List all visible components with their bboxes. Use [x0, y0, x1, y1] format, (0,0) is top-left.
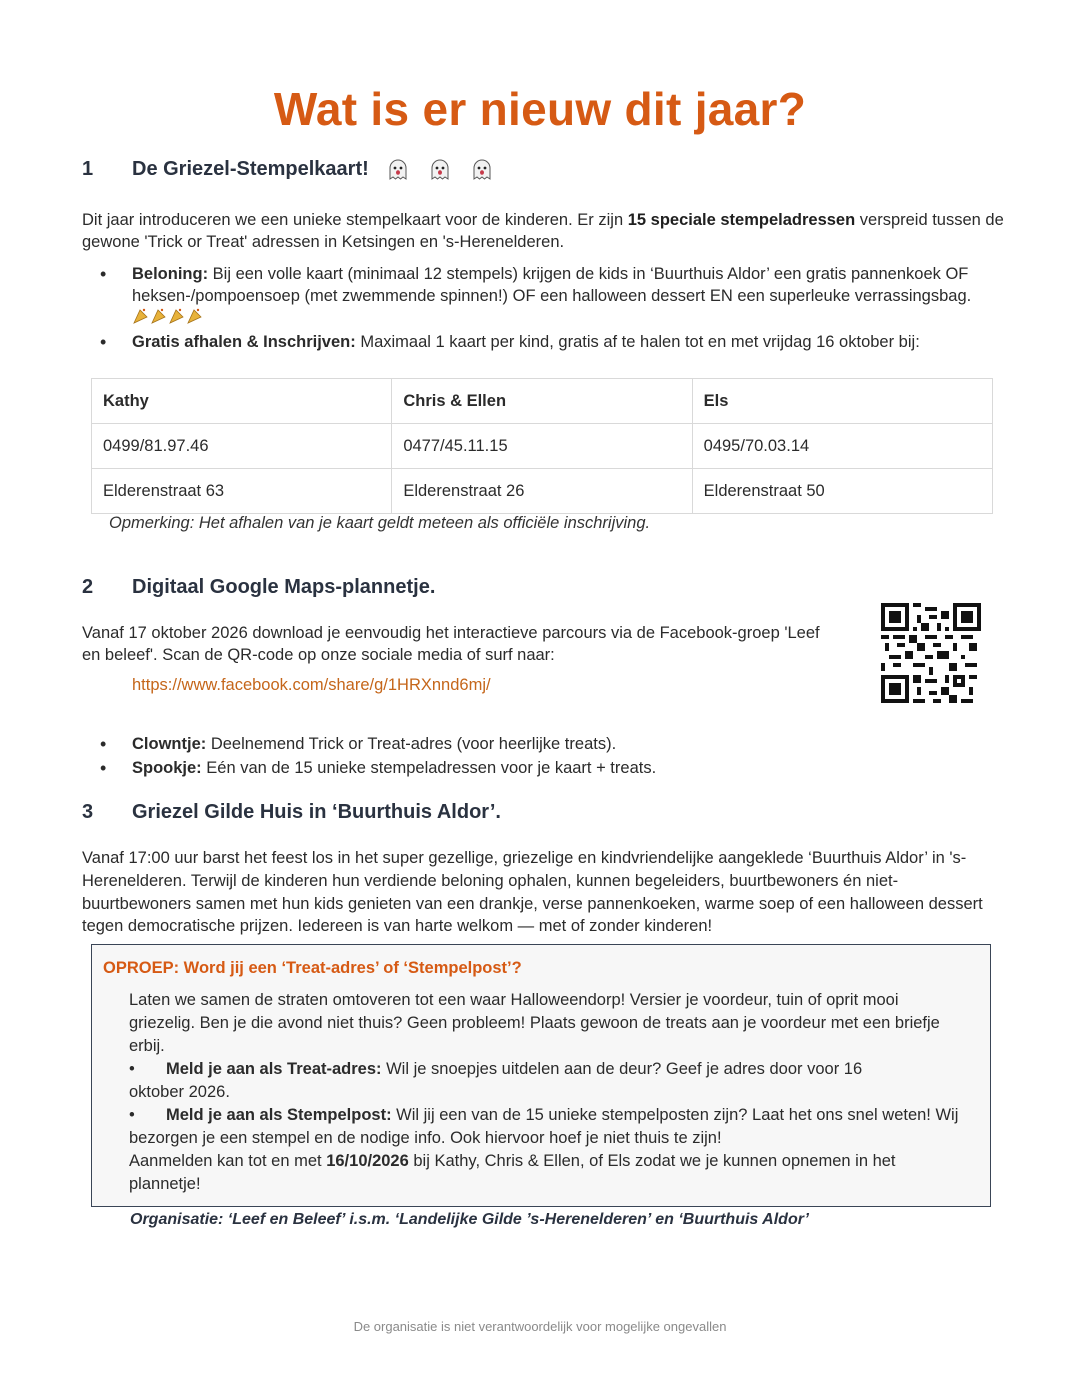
- section-title: Griezel Gilde Huis in ‘Buurthuis Aldor’.: [132, 801, 501, 823]
- bullet-label: Beloning:: [132, 265, 209, 283]
- bullet-text: Bij een volle kaart (minimaal 12 stempels) krijgen de kids in ‘Buurthuis Aldor’ een gratis pannenkoek OF heksen-/pompoensoep (met zwemmende spinnen!) OF een halloween dessert EN een superleuke verrassingsbag.: [132, 265, 972, 305]
- intro-highlight: 15 speciale stempeladressen: [627, 211, 856, 229]
- page-title: Wat is er nieuw dit jaar?: [273, 83, 807, 135]
- bullet-text: Eén van de 15 unieke stempeladressen voor je kaart + treats.: [201, 759, 657, 777]
- ghost-icon: [385, 159, 411, 181]
- facebook-link[interactable]: https://www.facebook.com/share/g/1HRXnnd6mj/: [132, 676, 491, 694]
- callout-body: [129, 989, 969, 1196]
- contact-address: Elderenstraat 50: [692, 469, 992, 514]
- list-item: [100, 733, 1005, 755]
- closing-text-end: bij Kathy, Chris & Ellen, of Els zodat we je kunnen opnemen in het plannetje!: [129, 1152, 896, 1193]
- bullet-label: Clowntje:: [132, 735, 207, 753]
- section-1-heading: [82, 158, 495, 181]
- table-row: [92, 379, 993, 424]
- bullet-label: Meld je aan als Stempelpost:: [166, 1106, 392, 1124]
- table-note: Opmerking: Het afhalen van je kaart geldt meteen als officiële inschrijving.: [109, 514, 651, 532]
- callout-intro: Laten we samen de straten omtoveren tot een waar Halloweendorp! Versier je voordeur, tuin of oprit mooi griezelig. Ben je die avond niet thuis? Geen probleem! Plaats gewoon de treats aan je voordeur met een briefje erbij.: [129, 991, 940, 1055]
- section-title: Digitaal Google Maps-plannetje.: [132, 576, 436, 598]
- disclaimer-footer: De organisatie is niet verantwoordelijk voor mogelijke ongevallen: [353, 1319, 727, 1334]
- table-row: [92, 469, 993, 514]
- bullet-text: Deelnemend Trick or Treat-adres (voor heerlijke treats).: [206, 735, 617, 753]
- call-to-action-box: [91, 944, 991, 1207]
- section-2-text: Vanaf 17 oktober 2026 download je eenvoudig het interactieve parcours via de Facebook-groep 'Leef en beleef'. Scan de QR-code op onze sociale media of surf naar:: [82, 624, 820, 664]
- section-3-text: Vanaf 17:00 uur barst het feest los in het super gezellige, griezelige en kindvriendelijke aangeklede ‘Buurthuis Aldor’ in 's-Herenelderen. Terwijl de kinderen hun verdiende beloning ophalen, kunnen begeleiders, buurtbewoners én niet-buurtbewoners samen met hun kids genieten van een drankje, verse pannenkoeken, warme soep of een halloween dessert tegen democratische prijzen. Iedereen is van harte welkom — met of zonder kinderen!: [82, 849, 983, 936]
- contact-address: Elderenstraat 63: [92, 469, 392, 514]
- contact-phone: 0495/70.03.14: [692, 424, 992, 469]
- bullet-text: Wil jij een van de 15 unieke stempelposten zijn? Laat het ons snel weten! Wij bezorgen je een stempel en de nodige info. Ook hiervoor hoef je niet thuis te zijn!: [129, 1106, 959, 1147]
- party-popper-icon: [132, 307, 204, 325]
- deadline-date: 16/10/2026: [326, 1152, 409, 1170]
- section-1-bullets: [100, 263, 1005, 355]
- contact-address: Elderenstraat 26: [392, 469, 692, 514]
- bullet-label: Gratis afhalen & Inschrijven:: [132, 333, 356, 351]
- intro-text: Dit jaar introduceren we een unieke stempelkaart voor de kinderen. Er zijn: [82, 211, 628, 229]
- table-row: [92, 424, 993, 469]
- list-item: • Meld je aan als Treat-adres: Wil je snoepjes uitdelen aan de deur? Geef je adres door voor 16 oktober 2026.: [129, 1060, 863, 1101]
- contact-phone: 0499/81.97.46: [92, 424, 392, 469]
- section-number: 3: [82, 801, 94, 823]
- contact-name: Kathy: [92, 379, 392, 424]
- contact-name: Els: [692, 379, 992, 424]
- list-item: [100, 757, 1005, 779]
- section-3-heading: [82, 801, 501, 824]
- section-2-bullets: [100, 733, 1005, 781]
- section-number: 2: [82, 576, 94, 598]
- section-1-intro: [82, 209, 1007, 253]
- closing-text: Aanmelden kan tot en met: [129, 1152, 327, 1170]
- callout-title: OPROEP: Word jij een ‘Treat-adres’ of ‘Stempelpost’?: [103, 959, 522, 977]
- bullet-text: Maximaal 1 kaart per kind, gratis af te halen tot en met vrijdag 16 oktober bij:: [355, 333, 920, 351]
- contact-name: Chris & Ellen: [392, 379, 692, 424]
- list-item: • Meld je aan als Stempelpost: Wil jij een van de 15 unieke stempelposten zijn? Laat het ons snel weten! Wij bezorgen je een stempel en de nodige info. Ook hiervoor hoef je niet thuis te zijn!: [129, 1106, 959, 1147]
- organisation-credit: Organisatie: ‘Leef en Beleef’ i.s.m. ‘Landelijke Gilde ’s-Herenelderen’ en ‘Buurthuis Aldor’: [130, 1211, 809, 1228]
- list-item: [100, 331, 1005, 353]
- section-title: De Griezel-Stempelkaart!: [132, 158, 369, 180]
- bullet-label: Spookje:: [132, 759, 202, 777]
- intro-text-end: verspreid tussen de gewone 'Trick or Treat' adressen in Ketsingen en 's-Herenelderen.: [82, 211, 1004, 251]
- callout-closing: [129, 1150, 969, 1196]
- section-number: 1: [82, 158, 94, 180]
- contact-phone: 0477/45.11.15: [392, 424, 692, 469]
- qr-code-icon: [881, 603, 981, 703]
- bullet-text: Wil je snoepjes uitdelen aan de deur? Geef je adres door voor 16 oktober 2026.: [129, 1060, 863, 1101]
- bullet-label: Meld je aan als Treat-adres:: [166, 1060, 382, 1078]
- ghost-icon: [469, 159, 495, 181]
- list-item: [100, 263, 1005, 329]
- ghost-icon: [427, 159, 453, 181]
- contacts-table: [91, 378, 993, 514]
- section-2-heading: [82, 576, 435, 599]
